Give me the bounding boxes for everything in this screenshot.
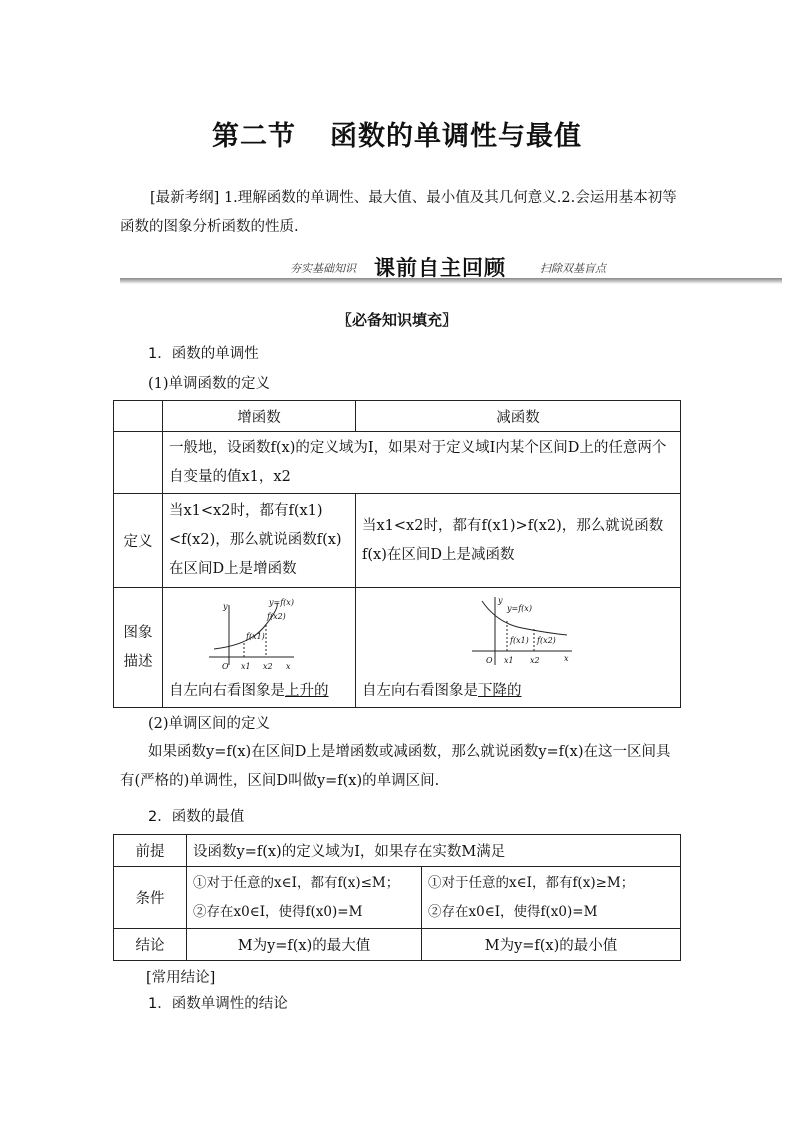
decreasing-definition: 当x1<x2时，都有f(x1)>f(x2)，那么就说函数f(x)在区间D上是减函数 — [356, 494, 681, 588]
premise-text: 设函数y=f(x)的定义域为I，如果存在实数M满足 — [187, 835, 681, 867]
section-name: 函数的单调性与最值 — [330, 121, 582, 152]
decreasing-graph — [362, 595, 662, 675]
curve-label: y=f(x) — [269, 598, 294, 607]
general-definition: 一般地，设函数f(x)的定义域为I，如果对于定义域I内某个区间D上的任意两个自变量的值x1，x2 — [163, 432, 681, 494]
knowledge-header-text: 必备知识填充 — [351, 311, 442, 329]
max-condition-2: ②存在x0∈I，使得f(x0)=M — [193, 903, 363, 920]
decreasing-graph-desc — [362, 679, 674, 700]
f1-label: f(x1) — [246, 632, 265, 641]
general-label-cell — [114, 432, 163, 494]
conclusion-label: 结论 — [114, 929, 187, 961]
x-axis-label: x — [564, 654, 569, 663]
increasing-graph-cell — [163, 588, 356, 708]
dec-desc-answer: 下降的 — [478, 683, 522, 699]
increasing-definition: 当x1<x2时，都有f(x1)<f(x2)，那么就说函数f(x)在区间D上是增函数 — [163, 494, 356, 588]
knowledge-header — [0, 309, 794, 330]
syllabus — [120, 184, 680, 242]
left-bracket-icon: 〖 — [336, 311, 352, 329]
min-condition-cell — [422, 867, 681, 929]
condition-label: 条件 — [114, 867, 187, 929]
banner-right: 扫除双基盲点 — [540, 262, 606, 275]
decreasing-graph-cell — [356, 588, 681, 708]
inc-desc-prefix: 自左向右看图象是 — [169, 683, 285, 699]
increasing-graph-desc — [169, 679, 349, 700]
y-axis-label: y — [498, 596, 503, 605]
origin-label: O — [222, 662, 229, 671]
min-conclusion: M为y=f(x)的最小值 — [422, 929, 681, 961]
banner-left: 夯实基础知识 — [290, 262, 356, 275]
corner-cell — [114, 401, 163, 432]
f1-label: f(x1) — [510, 636, 529, 645]
sec1-sub2: (2)单调区间的定义 — [148, 716, 271, 732]
sec1-sub1: (1)单调函数的定义 — [148, 376, 271, 392]
max-condition-cell — [187, 867, 422, 929]
banner-main: 课前自主回顾 — [374, 256, 506, 280]
x2-label: x2 — [263, 662, 273, 671]
inc-desc-answer: 上升的 — [285, 683, 329, 699]
col-decreasing: 减函数 — [356, 401, 681, 432]
extrema-table — [113, 834, 681, 961]
section-banner — [120, 252, 782, 286]
sec2-title: 2．函数的最值 — [148, 809, 245, 825]
min-condition-1: ①对于任意的x∈I，都有f(x)≥M； — [428, 874, 635, 891]
increasing-graph — [169, 595, 339, 675]
x1-label: x1 — [504, 656, 514, 665]
interval-definition: 如果函数y=f(x)在区间D上是增函数或减函数，那么就说函数y=f(x)在这一区间具有(严格的)单调性，区间D叫做y=f(x)的单调区间. — [120, 744, 671, 789]
page-title — [0, 114, 794, 153]
x-axis-label: x — [286, 662, 291, 671]
monotonic-table — [113, 400, 681, 708]
sec1-title: 1．函数的单调性 — [148, 346, 259, 362]
row-definition-label: 定义 — [114, 494, 163, 588]
min-condition-2: ②存在x0∈I，使得f(x0)=M — [428, 903, 598, 920]
common-conclusion-tag: [常用结论] — [146, 970, 216, 986]
row-graph-label: 图象描述 — [114, 588, 163, 708]
section-number: 第二节 — [212, 121, 296, 152]
col-increasing: 增函数 — [163, 401, 356, 432]
origin-label: O — [486, 656, 493, 665]
max-conclusion: M为y=f(x)的最大值 — [187, 929, 422, 961]
dec-desc-prefix: 自左向右看图象是 — [362, 683, 478, 699]
premise-label: 前提 — [114, 835, 187, 867]
x1-label: x1 — [241, 662, 251, 671]
x2-label: x2 — [530, 656, 540, 665]
syllabus-tag: [最新考纲] — [150, 190, 220, 206]
right-bracket-icon: 〗 — [442, 311, 458, 329]
syllabus-text: 1.理解函数的单调性、最大值、最小值及其几何意义.2.会运用基本初等函数的图象分析函数的性质. — [120, 190, 677, 235]
common-item-1: 1．函数单调性的结论 — [148, 996, 288, 1012]
f2-label: f(x2) — [267, 612, 286, 621]
max-condition-1: ①对于任意的x∈I，都有f(x)≤M； — [193, 874, 400, 891]
f2-label: f(x2) — [537, 636, 556, 645]
y-axis-label: y — [223, 602, 228, 611]
curve-label: y=f(x) — [507, 604, 532, 613]
